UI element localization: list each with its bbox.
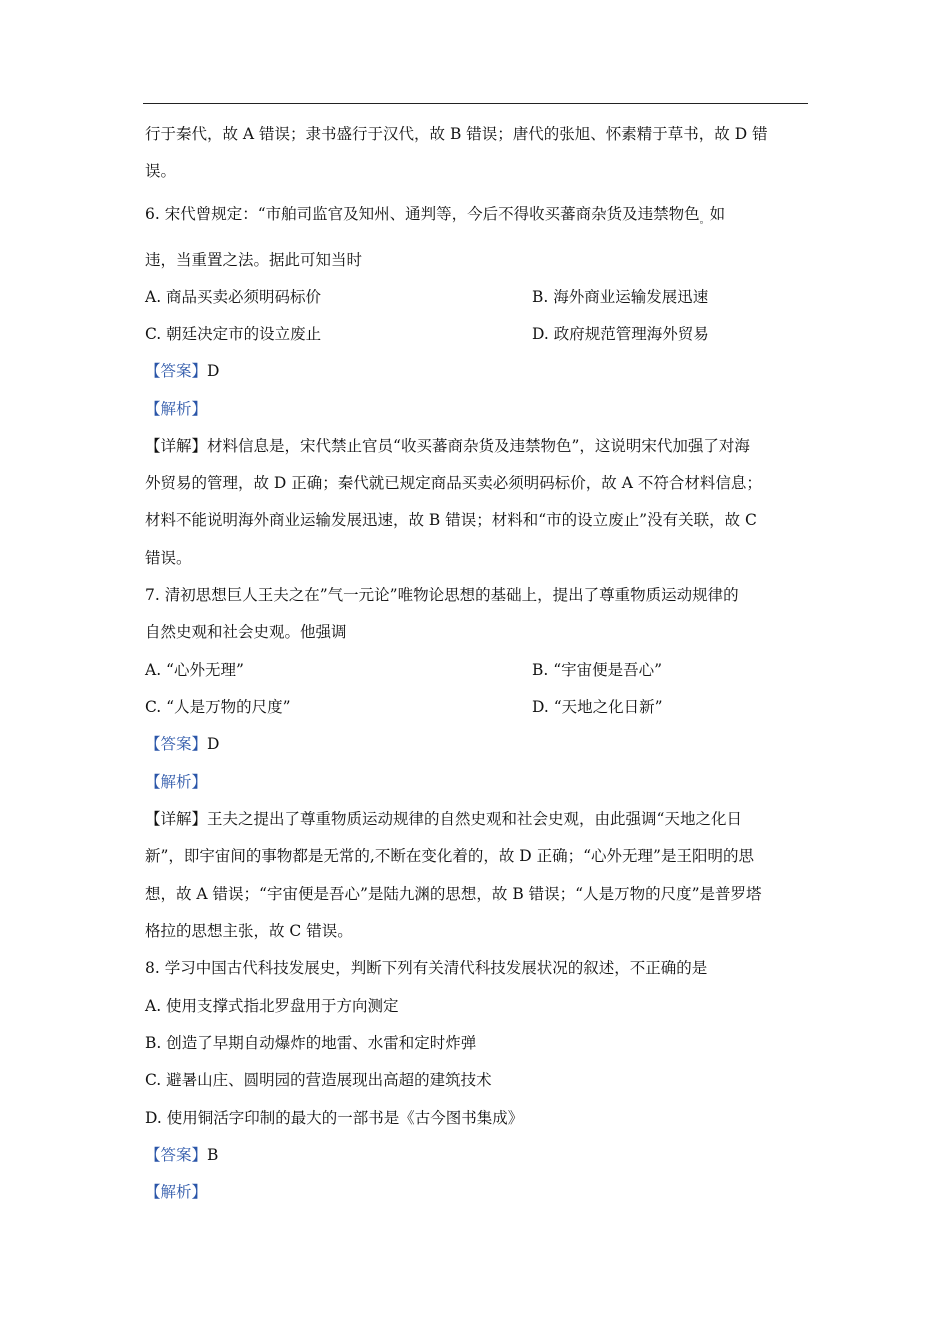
q7-stem-line-1: 7. 清初思想巨人王夫之在”气一元论”唯物论思想的基础上，提出了尊重物质运动规律的	[145, 586, 739, 604]
q6-option-d: D. 政府规范管理海外贸易	[532, 325, 709, 343]
q7-option-a: A. “心外无理”	[145, 661, 244, 679]
q6-stem-line-1	[145, 204, 810, 231]
q6-option-c: C. 朝廷决定市的设立废止	[145, 325, 322, 343]
q8-analysis-tag: 【解析】	[145, 1183, 208, 1201]
q7-stem-line-2: 自然史观和社会史观。他强调	[145, 623, 347, 641]
q7-answer-tag: 【答案】	[145, 735, 208, 753]
q7-detail-line-4: 格拉的思想主张，故 C 错误。	[145, 922, 353, 940]
q7-detail-text-1: 王夫之提出了尊重物质运动规律的自然史观和社会史观，由此强调“天地之化日	[207, 810, 742, 828]
q6-detail-line-4: 错误。	[145, 549, 192, 567]
q6-detail-line-3: 材料不能说明海外商业运输发展迅速，故 B 错误；材料和“市的设立废止”没有关联，故 C	[145, 511, 757, 529]
q8-option-c: C. 避暑山庄、圆明园的营造展现出高超的建筑技术	[145, 1071, 492, 1089]
q7-answer-value: D	[207, 735, 220, 753]
q7-option-c: C. “人是万物的尺度”	[145, 698, 291, 716]
q6-answer	[145, 361, 810, 381]
q6-detail-line-2: 外贸易的管理，故 D 正确；秦代就已规定商品买卖必须明码标价，故 A 不符合材料信息；	[145, 474, 762, 492]
q6-option-b: B. 海外商业运输发展迅速	[532, 288, 709, 306]
q7-detail-line-1	[145, 809, 810, 829]
q6-detail-tag: 【详解】	[145, 437, 208, 455]
prev-explanation-line-1: 行于秦代，故 A 错误；隶书盛行于汉代，故 B 错误；唐代的张旭、怀素精于草书，故 D 错	[145, 125, 768, 143]
q8-analysis	[145, 1182, 810, 1202]
q6-stem-line-2: 违，当重置之法。据此可知当时	[145, 251, 363, 269]
q7-detail-tag: 【详解】	[145, 810, 208, 828]
q7-analysis-tag: 【解析】	[145, 773, 208, 791]
q8-answer-value: B	[207, 1146, 219, 1164]
header-rule	[143, 103, 808, 104]
q6-analysis	[145, 399, 810, 419]
q6-stem-text-a: 6. 宋代曾规定：“市舶司监官及知州、通判等，今后不得收买蕃商杂货及违禁物色	[145, 205, 700, 223]
q8-option-b: B. 创造了早期自动爆炸的地雷、水雷和定时炸弹	[145, 1034, 477, 1052]
q8-answer-tag: 【答案】	[145, 1146, 208, 1164]
q6-detail-line-1	[145, 436, 810, 456]
q7-detail-line-3: 想，故 A 错误；“宇宙便是吾心”是陆九渊的思想，故 B 错误；“人是万物的尺度”是普罗塔	[145, 885, 762, 903]
q8-option-a: A. 使用支撑式指北罗盘用于方向测定	[145, 997, 399, 1015]
q8-option-d: D. 使用铜活字印制的最大的一部书是《古今图书集成》	[145, 1109, 524, 1127]
q6-answer-value: D	[207, 362, 220, 380]
q8-answer	[145, 1145, 810, 1165]
q8-stem: 8. 学习中国古代科技发展史，判断下列有关清代科技发展状况的叙述，不正确的是	[145, 959, 708, 977]
q6-stem-mark: 。	[699, 215, 710, 226]
q6-detail-text-1: 材料信息是，宋代禁止官员“收买蕃商杂货及违禁物色”，这说明宋代加强了对海	[207, 437, 750, 455]
q7-analysis	[145, 772, 810, 792]
q6-analysis-tag: 【解析】	[145, 400, 208, 418]
q7-option-b: B. “宇宙便是吾心”	[532, 661, 663, 679]
q7-option-d: D. “天地之化日新”	[532, 698, 663, 716]
q6-option-a: A. 商品买卖必须明码标价	[145, 288, 322, 306]
q6-stem-text-b: 如	[709, 205, 726, 223]
q7-detail-line-2: 新”，即宇宙间的事物都是无常的,不断在变化着的，故 D 正确；“心外无理”是王阳明的思	[145, 847, 754, 865]
q7-answer	[145, 734, 810, 754]
q6-answer-tag: 【答案】	[145, 362, 208, 380]
prev-explanation-line-2: 误。	[145, 162, 177, 180]
